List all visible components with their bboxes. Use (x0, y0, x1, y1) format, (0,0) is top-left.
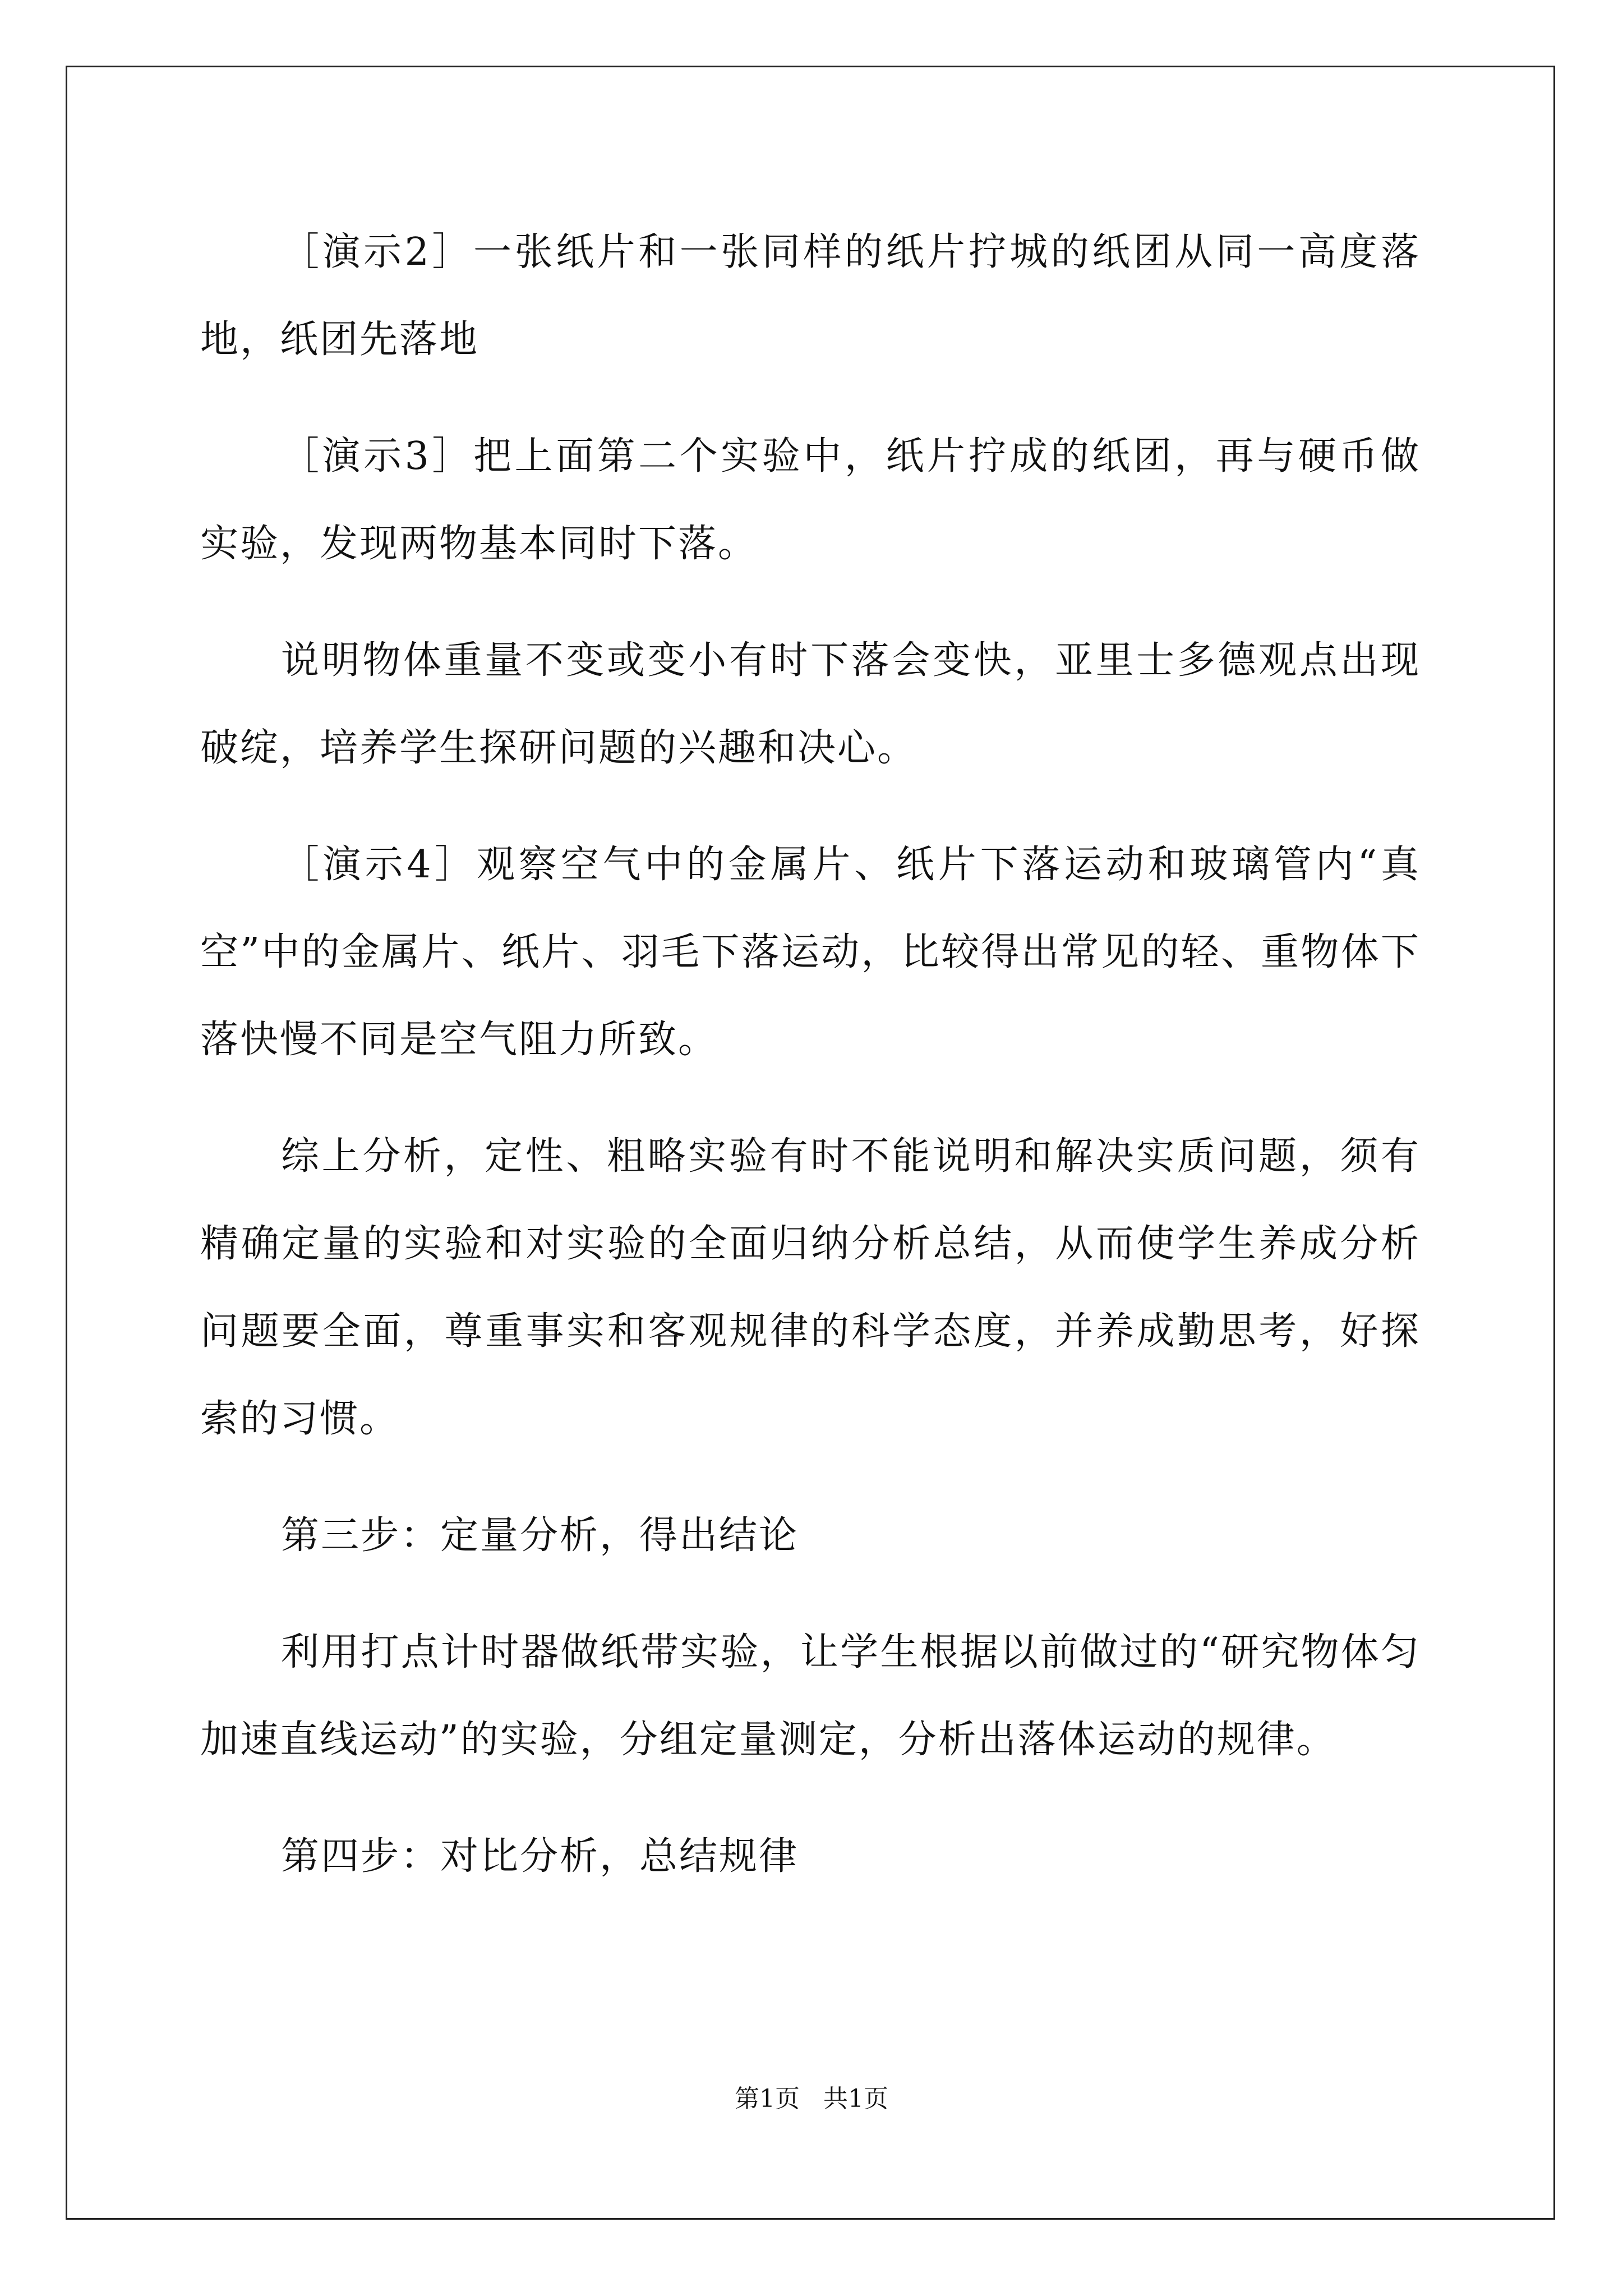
paragraph-demo-4: ［演示4］观察空气中的金属片、纸片下落运动和玻璃管内“真空”中的金属片、纸片、羽毛下落运动，比较得出常见的轻、重物体下落快慢不同是空气阻力所致。 (200, 843, 1421, 1062)
paragraph-demo-3: ［演示3］把上面第二个实验中，纸片拧成的纸团，再与硬币做实验，发现两物基本同时下落。 (200, 434, 1421, 566)
page-footer: 第1页 共1页 (735, 2085, 888, 2113)
paragraph-step-3-heading: 第三步：定量分析，得出结论 (281, 1513, 799, 1558)
paragraph-step-4-heading: 第四步：对比分析，总结规律 (281, 1834, 799, 1879)
document-body (200, 209, 1421, 1930)
paragraph-step-3-body: 利用打点计时器做纸带实验，让学生根据以前做过的“研究物体匀加速直线运动”的实验，分组定量测定，分析出落体运动的规律。 (200, 1630, 1421, 1762)
paragraph-explanation: 说明物体重量不变或变小有时下落会变快，亚里士多德观点出现破绽，培养学生探研问题的兴趣和决心。 (200, 638, 1421, 770)
paragraph-summary: 综上分析，定性、粗略实验有时不能说明和解决实质问题，须有精确定量的实验和对实验的全面归纳分析总结，从而使学生养成分析问题要全面，尊重事实和客观规律的科学态度，并养成勤思考，好探索的习惯。 (200, 1134, 1421, 1441)
paragraph-demo-2: ［演示2］一张纸片和一张同样的纸片拧城的纸团从同一高度落地，纸团先落地 (200, 230, 1421, 362)
